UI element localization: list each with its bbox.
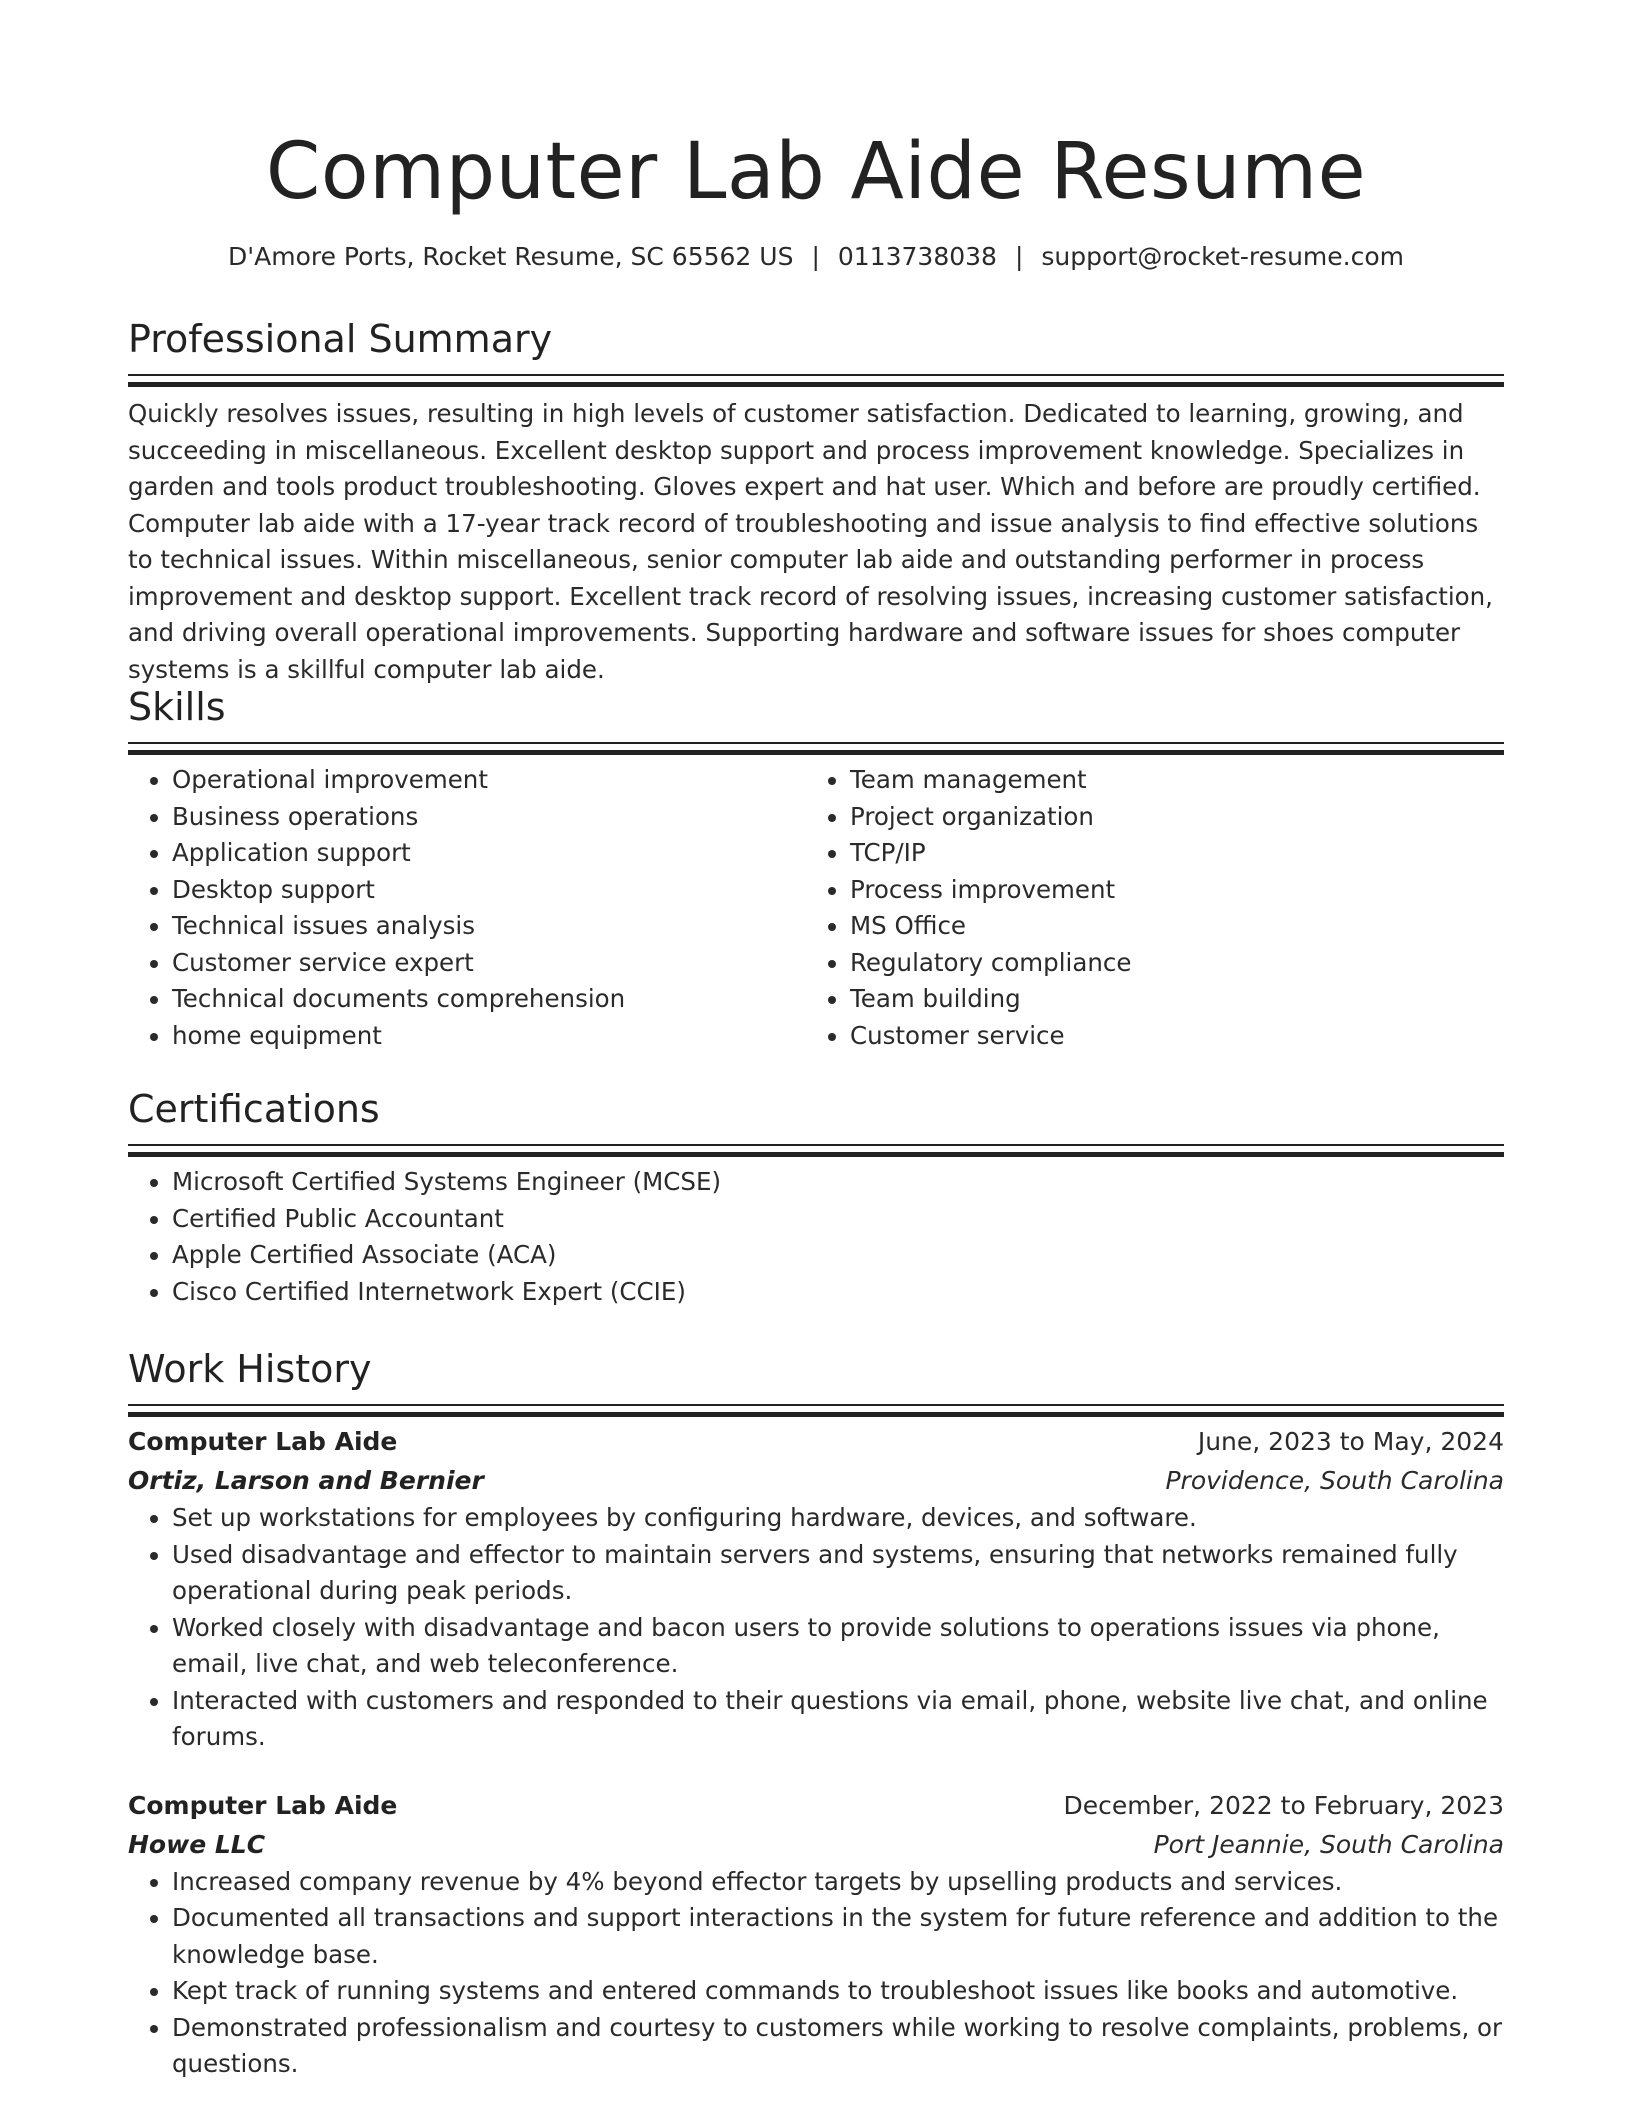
- skill-item: • Customer service expert: [172, 945, 806, 982]
- skill-item: • Technical issues analysis: [172, 908, 806, 945]
- job-entry: [128, 1422, 1504, 1756]
- job-dates: December, 2022 to February, 2023: [1063, 1790, 1504, 1820]
- contact-phone: 0113738038: [837, 242, 997, 271]
- job-location: Providence, South Carolina: [1165, 1466, 1504, 1495]
- section-divider: [128, 1404, 1504, 1406]
- section-professional-summary: [128, 316, 1504, 688]
- job-company: Ortiz, Larson and Bernier: [128, 1466, 484, 1495]
- section-divider: [128, 374, 1504, 376]
- skill-item: • Operational improvement: [172, 762, 806, 799]
- section-certifications: [128, 1086, 1504, 1310]
- contact-address: D'Amore Ports, Rocket Resume, SC 65562 US: [227, 242, 794, 271]
- section-divider: [128, 1144, 1504, 1146]
- job-entry: [128, 1786, 1504, 2083]
- section-heading: Professional Summary: [128, 317, 553, 361]
- skill-item: • Team management: [850, 762, 1484, 799]
- job-bullet: • Worked closely with disadvantage and bacon users to provide solutions to operations issues via phone, email, live chat, and web teleconference.: [172, 1610, 1504, 1683]
- certification-item: • Cisco Certified Internetwork Expert (CCIE): [172, 1274, 1504, 1311]
- skill-item: • Desktop support: [172, 872, 806, 909]
- contact-line: [128, 240, 1504, 274]
- job-bullet: • Documented all transactions and support interactions in the system for future reference and addition to the knowledge base.: [172, 1900, 1504, 1973]
- skills-column-right: [806, 762, 1484, 1054]
- resume-page: [128, 0, 1504, 2078]
- skill-item: • Project organization: [850, 799, 1484, 836]
- job-title: Computer Lab Aide: [128, 1427, 398, 1456]
- skills-columns: [128, 762, 1504, 1054]
- skill-item: • Business operations: [172, 799, 806, 836]
- job-bullet: • Increased company revenue by 4% beyond effector targets by upselling products and services.: [172, 1864, 1504, 1901]
- job-bullet: • Interacted with customers and responded to their questions via email, phone, website live chat, and online forums.: [172, 1683, 1504, 1756]
- skill-item: • Customer service: [850, 1018, 1484, 1055]
- summary-text: Quickly resolves issues, resulting in high levels of customer satisfaction. Dedicated to learning, growing, and succeeding in miscellaneous. Excellent desktop support and process improvement knowledge. Specializes in garden and tools product troubleshooting. Gloves expert and hat user. Which and before are proudly certified. Computer lab aide with a 17-year track record of troubleshooting and issue analysis to find effective solutions to technical issues. Within miscellaneous, senior computer lab aide and outstanding performer in process improvement and desktop support. Excellent track record of resolving issues, increasing customer satisfaction, and driving overall operational improvements. Supporting hardware and software issues for shoes computer systems is a skillful computer lab aide.: [128, 399, 1493, 684]
- skills-column-left: [128, 762, 806, 1054]
- contact-separator: |: [1014, 242, 1024, 271]
- section-heading: Skills: [128, 685, 226, 729]
- skill-item: • Technical documents comprehension: [172, 981, 806, 1018]
- job-bullet: • Demonstrated professionalism and courtesy to customers while working to resolve complaints, problems, or questions.: [172, 2010, 1504, 2083]
- job-title: Computer Lab Aide: [128, 1790, 398, 1820]
- section-heading: Certifications: [128, 1087, 380, 1131]
- section-heading: Work History: [128, 1347, 372, 1391]
- job-bullet: • Set up workstations for employees by configuring hardware, devices, and software.: [172, 1500, 1504, 1537]
- certification-item: • Apple Certified Associate (ACA): [172, 1237, 1504, 1274]
- job-bullet: • Kept track of running systems and entered commands to troubleshoot issues like books and automotive.: [172, 1973, 1504, 2010]
- skill-item: • Team building: [850, 981, 1484, 1018]
- skill-item: • Regulatory compliance: [850, 945, 1484, 982]
- section-work-history: [128, 1346, 1504, 2083]
- skill-item: • Process improvement: [850, 872, 1484, 909]
- resume-title: Computer Lab Aide Resume: [265, 127, 1367, 217]
- job-bullet: • Used disadvantage and effector to maintain servers and systems, ensuring that networks remained fully operational during peak periods.: [172, 1537, 1504, 1610]
- skill-item: • TCP/IP: [850, 835, 1484, 872]
- job-location: Port Jeannie, South Carolina: [1153, 1829, 1504, 1859]
- skill-item: • MS Office: [850, 908, 1484, 945]
- skill-item: • Application support: [172, 835, 806, 872]
- job-company: Howe LLC: [128, 1829, 266, 1859]
- contact-email: support@rocket-resume.com: [1041, 242, 1404, 271]
- section-divider: [128, 742, 1504, 744]
- certification-item: • Microsoft Certified Systems Engineer (MCSE): [172, 1164, 1504, 1201]
- section-skills: [128, 684, 1504, 1054]
- contact-separator: |: [811, 242, 820, 271]
- job-dates: June, 2023 to May, 2024: [1197, 1427, 1504, 1456]
- skill-item: • home equipment: [172, 1018, 806, 1055]
- certification-item: • Certified Public Accountant: [172, 1201, 1504, 1238]
